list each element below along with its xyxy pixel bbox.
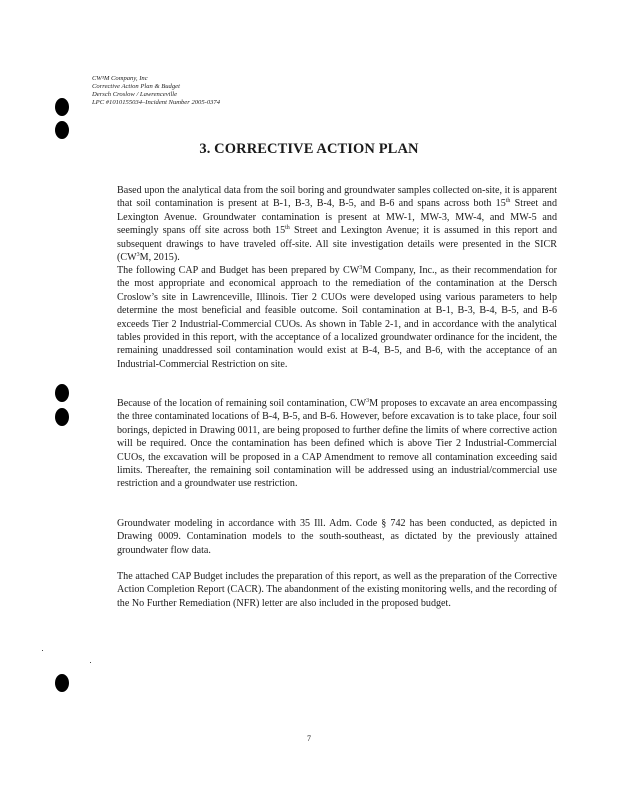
page-number: 7 [307, 734, 311, 743]
punch-hole-2 [55, 121, 69, 139]
paragraph-2 [117, 264, 557, 371]
header-incident: LPC #1010155034–Incident Number 2005-0374 [92, 99, 221, 106]
paragraph-text: Because of the location of remaining soil contamination, CW [117, 398, 367, 409]
header-report-title: Corrective Action Plan & Budget [92, 83, 180, 90]
punch-hole-4 [55, 408, 69, 426]
superscript: 3 [366, 398, 370, 404]
paragraph-1 [117, 184, 557, 264]
superscript: 3 [359, 265, 363, 271]
scan-speck [90, 662, 91, 663]
header-company: CW³M Company, Inc [92, 75, 148, 82]
superscript: 3 [136, 252, 140, 259]
superscript: th [505, 198, 511, 205]
paragraph-text: M, 2015). [139, 252, 180, 264]
paragraph-text: The following CAP and Budget has been prepared by CW [117, 265, 360, 276]
paragraph-text: M Company, Inc., as their recommendation for the most appropriate and economical approach to the remediation of the contamination at the Dersch Croslow’s site in Lawrenceville, Illinois. Tier 2 CUOs were developed using various parameters to help determine the most beneficial and feasible outcome. Soil contamination at B-1, B-3, B-4, B-5, and B-6 exceeds Tier 2 Industrial-Commercial CUOs. As shown in Table 2-1, and in accordance with the analytical tables provided in this report, with the acceptance of a localized groundwater ordinance for the incident, the remaining unaddressed soil contamination would exist at B-4, B-5, and B-6, with the acceptance of an Industrial-Commercial Restriction on site. [117, 265, 557, 370]
paragraph-text: Based upon the analytical data from the soil boring and groundwater samples collected on-site, it is apparent that soil contamination is present at B-1, B-3, B-4, B-5, and B-6 and spans across both 15 [117, 185, 557, 210]
superscript: th [285, 225, 290, 232]
paragraph-text: Street and Lexington Avenue; it is assumed in this report and subsequent drawings to have traveled off-site. All site investigation details were presented in the SICR (CW [117, 225, 557, 264]
section-title: 3. CORRECTIVE ACTION PLAN [199, 141, 419, 157]
paragraph-3 [117, 397, 557, 491]
punch-hole-5 [55, 674, 69, 692]
paragraph-5: The attached CAP Budget includes the preparation of this report, as well as the preparation of the Corrective Action Completion Report (CACR). The abandonment of the existing monitoring wells, and the recording of the No Further Remediation (NFR) letter are also included in the proposed budget. [117, 571, 557, 609]
header-site: Dersch Croslow / Lawrenceville [92, 91, 178, 98]
paragraph-4: Groundwater modeling in accordance with 35 Ill. Adm. Code § 742 has been conducted, as depicted in Drawing 0009. Contamination models to the south-southeast, as dictated by the previously attained groundwater flow data. [117, 518, 557, 556]
paragraph-text: M proposes to excavate an area encompassing the three contaminated locations of B-4, B-5, and B-6. However, before excavation is to take place, four soil borings, depicted in Drawing 0011, are being proposed to further define the limits of where corrective action will be required. Once the contamination has been defined which is above Tier 2 Industrial-Commercial CUOs, the excavation will be proposed in a CAP Amendment to remove all contamination exceeding said limits. Thereafter, the remaining soil contamination will be addressed using an industrial/commercial use restriction and a groundwater use restriction. [117, 398, 557, 490]
paragraph-text: Street and Lexington Avenue. Groundwater contamination is present at MW-1, MW-3, MW-4, and MW-5 and seemingly spans off site across both 15 [117, 198, 557, 237]
punch-hole-1 [55, 98, 69, 116]
document-header [92, 75, 220, 107]
scan-speck [42, 650, 43, 651]
punch-hole-3 [55, 384, 69, 402]
